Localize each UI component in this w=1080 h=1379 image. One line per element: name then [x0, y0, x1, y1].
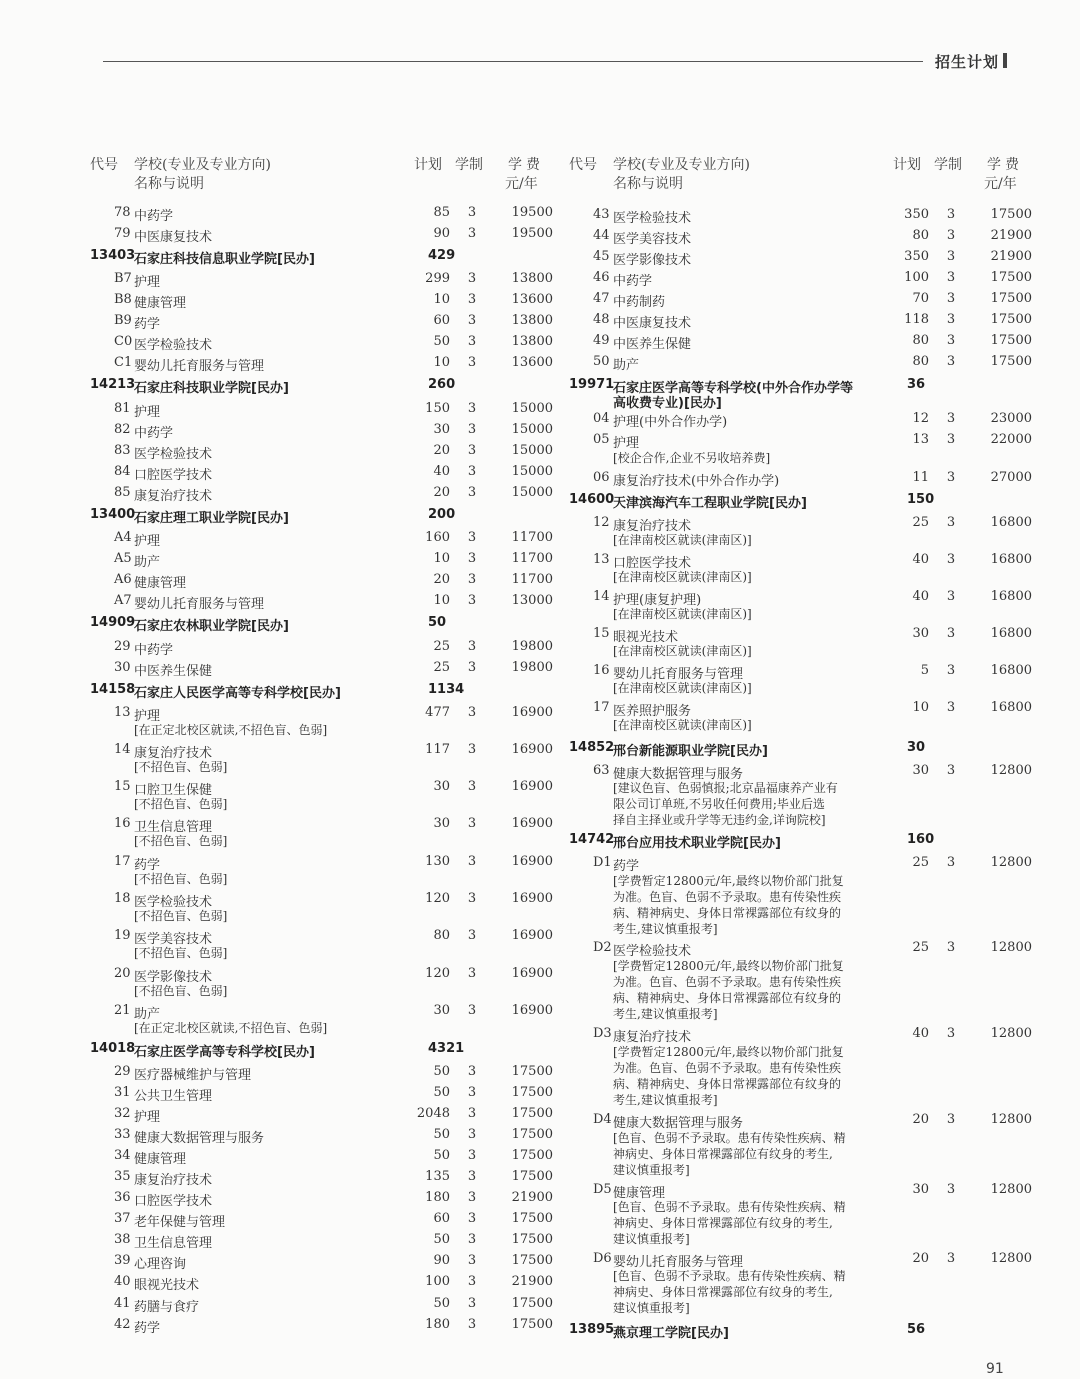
row-note: 建议慎重报考]	[613, 1232, 690, 1246]
row-note: [色盲、色弱不予录取。患有传染性疾病、精	[613, 1131, 846, 1145]
header-name-sub: 名称与说明	[134, 176, 204, 192]
row-note: [不招色盲、色弱]	[134, 834, 228, 848]
section-title: 招生计划	[935, 53, 1000, 71]
header-fee-unit: 元/年	[505, 176, 538, 192]
header-fee: 学费	[987, 157, 1023, 173]
row-note: 择自主择业或升学等无违约金,详询院校]	[613, 813, 826, 827]
row-note: [不招色盲、色弱]	[134, 946, 228, 960]
row-note: [在津南校区就读(津南区)]	[613, 607, 752, 621]
row-note: 考生,建议慎重报考]	[613, 1007, 718, 1021]
row-note: [在津南校区就读(津南区)]	[613, 570, 752, 584]
row-note: 神病史、身体日常裸露部位有纹身的考生,	[613, 1285, 833, 1299]
row-note: [建议色盲、色弱慎报;北京晶福康养产业有	[613, 781, 838, 795]
column-header	[567, 154, 1037, 194]
row-note: [校企合作,企业不另收培养费]	[613, 451, 771, 465]
row-note: [学费暂定12800元/年,最终以物价部门批复	[613, 1045, 844, 1059]
header-plan: 计划	[893, 157, 921, 173]
left-column: 代号 学校(专业及专业方向) 名称与说明 计划 学制 学费 元/年 78 中药学 85 3 19500 79 中医康复技术 90 3 19500 13403 石家庄科技信息职业学院[民办] 429 B7 护理 299 3 13800 B8 健康管理 10 3 13600 B9 药学 60 3 13800 C0 医学检验技术 50 3 13800 C1 婴幼儿托育服务与管理 10 3 13600 14213 石家庄科技职业学院[民办] 260 81 护理 150 3 15000 82 中药学 30 3 15000 83 医学检验技术 20 3 15000 84 口腔医学技术 40 3 15000 85 康复治疗技术 20 3 15000 13400 石家庄理工职业学院[民办] 200 A4 护理 160 3 11700 A5 助产 10 3 11700 A6 健康管理 20 3 11700 A7 婴幼儿托育服务与管理 10 3 13000 14909 石家庄农林职业学院[民办] 50 29 中药学 25 3 19800 30 中医养生保健 25 3 19800 14158 石家庄人民医学高等专科学校[民办] 1134 13 护理 477 3 16900 [在正定北校区就读,不招色盲、色弱] 14 康复治疗技术 117 3 16900 [不招色盲、色弱] 15 口腔卫生保健 30 3 16900 [不招色盲、色弱] 16 卫生信息管理 30 3 16900 [不招色盲、色弱] 17 药学 130 3 16900 [不招色盲、色弱] 18 医学检验技术 120 3 16900 [不招色盲、色弱] 19 医学美容技术 80 3 16900 [不招色盲、色弱] 20 医学影像技术 120 3 16900 [不招色盲、色弱] 21 助产 30 3 16900 [在正定北校区就读,不招色盲、色弱] 14018 石家庄医学高等专科学校[民办] 4321 29 医疗器械维护与管理 50 3 17500 31 公共卫生管理 50 3 17500 32 护理 2048 3 17500 33 健康大数据管理与服务 50 3 17500 34 健康管理 50 3 17500 35 康复治疗技术 135 3 17500 36 口腔医学技术 180 3 21900 37 老年保健与管理 60 3 17500 38 卫生信息管理 50 3 17500 39 心理咨询 90 3 17500 40 眼视光技术 100 3 21900 41 药膳与食疗 50 3 17500 42 药学 180 3 17500	[88, 0, 588, 1379]
row-note: [不招色盲、色弱]	[134, 797, 228, 811]
row-note: [不招色盲、色弱]	[134, 872, 228, 886]
header-code: 代号	[90, 157, 118, 173]
row-note: [在津南校区就读(津南区)]	[613, 718, 752, 732]
right-column: 代号 学校(专业及专业方向) 名称与说明 计划 学制 学费 元/年 43 医学检验技术 350 3 17500 44 医学美容技术 80 3 21900 45 医学影像技术 350 3 21900 46 中药学 100 3 17500 47 中药制药 70 3 17500 48 中医康复技术 118 3 17500 49 中医养生保健 80 3 17500 50 助产 80 3 17500 19971 石家庄医学高等专科学校(中外合作办学等 高收费专业)[民办] 36 04 护理(中外合作办学) 12 3 23000 05 护理 13 3 22000 [校企合作,企业不另收培养费] 06 康复治疗技术(中外合作办学) 11 3 27000 14600 天津滨海汽车工程职业学院[民办] 150 12 康复治疗技术 25 3 16800 [在津南校区就读(津南区)] 13 口腔医学技术 40 3 16800 [在津南校区就读(津南区)] 14 护理(康复护理) 40 3 16800 [在津南校区就读(津南区)] 15 眼视光技术 30 3 16800 [在津南校区就读(津南区)] 16 婴幼儿托育服务与管理 5 3 16800 [在津南校区就读(津南区)] 17 医养照护服务 10 3 16800 [在津南校区就读(津南区)] 14852 邢台新能源职业学院[民办] 30 63 健康大数据管理与服务 30 3 12800 [建议色盲、色弱慎报;北京晶福康养产业有 限公司订单班,不另收任何费用;毕业后选 择自主择业或升学等无违约金,详询院校] 14742 邢台应用技术职业学院[民办] 160 D1 药学 25 3 12800 [学费暂定12800元/年,最终以物价部门批复 为准。色盲、色弱不予录取。患有传染性疾 病、精神病史、身体日常裸露部位有纹身的 考生,建议慎重报考] D2 医学检验技术 25 3 12800 [学费暂定12800元/年,最终以物价部门批复 为准。色盲、色弱不予录取。患有传染性疾 病、精神病史、身体日常裸露部位有纹身的 考生,建议慎重报考] D3 康复治疗技术 40 3 12800 [学费暂定12800元/年,最终以物价部门批复 为准。色盲、色弱不予录取。患有传染性疾 病、精神病史、身体日常裸露部位有纹身的 考生,建议慎重报考] D4 健康大数据管理与服务 20 3 12800 [色盲、色弱不予录取。患有传染性疾病、精 神病史、身体日常裸露部位有纹身的考生, 建议慎重报考] D5 健康管理 30 3 12800 [色盲、色弱不予录取。患有传染性疾病、精 神病史、身体日常裸露部位有纹身的考生, 建议慎重报考] D6 婴幼儿托育服务与管理 20 3 12800 [色盲、色弱不予录取。患有传染性疾病、精 神病史、身体日常裸露部位有纹身的考生, 建议慎重报考] 13895 燕京理工学院[民办] 56	[567, 0, 1067, 1379]
row-note: [在正定北校区就读,不招色盲、色弱]	[134, 1021, 328, 1035]
row-note: 病、精神病史、身体日常裸露部位有纹身的	[613, 991, 842, 1005]
header-name: 学校(专业及专业方向)	[134, 157, 271, 173]
header-years: 学制	[455, 157, 483, 173]
header-years: 学制	[934, 157, 962, 173]
row-note: 病、精神病史、身体日常裸露部位有纹身的	[613, 906, 842, 920]
row-note: [在津南校区就读(津南区)]	[613, 533, 752, 547]
row-note: 建议慎重报考]	[613, 1163, 690, 1177]
row-note: 限公司订单班,不另收任何费用;毕业后选	[613, 797, 825, 811]
row-note: 考生,建议慎重报考]	[613, 922, 718, 936]
row-note: [在津南校区就读(津南区)]	[613, 644, 752, 658]
row-note: [色盲、色弱不予录取。患有传染性疾病、精	[613, 1200, 846, 1214]
row-note: [不招色盲、色弱]	[134, 984, 228, 998]
row-note: 为准。色盲、色弱不予录取。患有传染性疾	[613, 890, 842, 904]
row-note: 神病史、身体日常裸露部位有纹身的考生,	[613, 1147, 833, 1161]
row-note: 为准。色盲、色弱不予录取。患有传染性疾	[613, 1061, 842, 1075]
row-note: [在津南校区就读(津南区)]	[613, 681, 752, 695]
row-note: 为准。色盲、色弱不予录取。患有传染性疾	[613, 975, 842, 989]
row-note: 病、精神病史、身体日常裸露部位有纹身的	[613, 1077, 842, 1091]
row-note: 考生,建议慎重报考]	[613, 1093, 718, 1107]
header-name-sub: 名称与说明	[613, 176, 683, 192]
header-name: 学校(专业及专业方向)	[613, 157, 750, 173]
header-fee: 学费	[508, 157, 544, 173]
row-note: [不招色盲、色弱]	[134, 760, 228, 774]
row-note: 建议慎重报考]	[613, 1301, 690, 1315]
column-header	[88, 154, 558, 194]
row-note: [学费暂定12800元/年,最终以物价部门批复	[613, 959, 844, 973]
row-note: [在正定北校区就读,不招色盲、色弱]	[134, 723, 328, 737]
row-note: 神病史、身体日常裸露部位有纹身的考生,	[613, 1216, 833, 1230]
header-plan: 计划	[414, 157, 442, 173]
header-fee-unit: 元/年	[984, 176, 1017, 192]
row-note: [不招色盲、色弱]	[134, 909, 228, 923]
page-number: 91	[986, 1361, 1004, 1377]
header-code: 代号	[569, 157, 597, 173]
row-note: [色盲、色弱不予录取。患有传染性疾病、精	[613, 1269, 846, 1283]
row-note: [学费暂定12800元/年,最终以物价部门批复	[613, 874, 844, 888]
